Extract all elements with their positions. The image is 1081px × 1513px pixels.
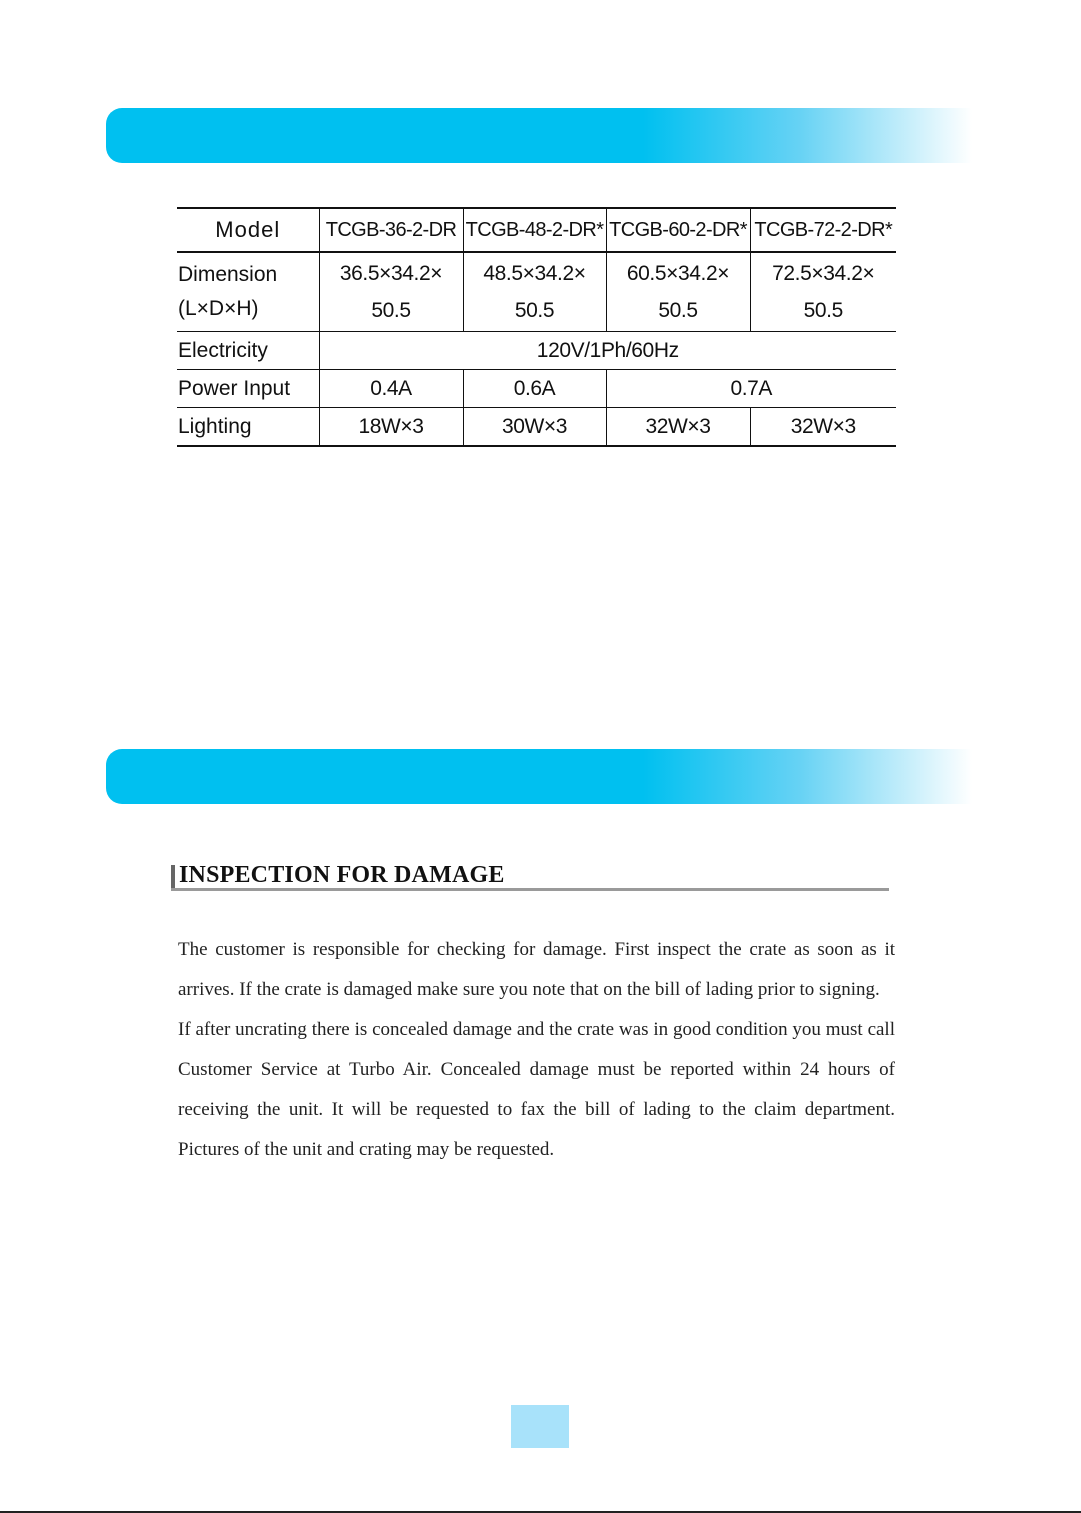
dimension-value-72 <box>750 252 896 332</box>
dimension-label <box>177 252 319 332</box>
table-header-row <box>177 208 896 252</box>
inspection-heading <box>171 862 889 891</box>
section-banner-specifications <box>106 108 972 163</box>
specifications-table <box>177 207 896 447</box>
inspection-body <box>178 930 895 1170</box>
power-input-value-36: 0.4A <box>319 370 463 408</box>
dimension-value-60 <box>606 252 750 332</box>
model-name-48: TCGB-48-2-DR* <box>463 208 606 252</box>
power-input-label: Power Input <box>177 370 319 408</box>
table-row-power-input <box>177 370 896 408</box>
power-input-value-60-72: 0.7A <box>606 370 896 408</box>
lighting-value-48: 30W×3 <box>463 408 606 447</box>
model-name-60: TCGB-60-2-DR* <box>606 208 750 252</box>
dimension-label-line2: (L×D×H) <box>178 297 259 320</box>
dimension-value-36-line2: 50.5 <box>371 299 411 322</box>
electricity-value: 120V/1Ph/60Hz <box>319 332 896 370</box>
page-number-tab <box>511 1405 569 1448</box>
dimension-value-72-line2: 50.5 <box>803 299 843 322</box>
dimension-value-36 <box>319 252 463 332</box>
inspection-heading-text: INSPECTION FOR DAMAGE <box>179 862 505 888</box>
electricity-label: Electricity <box>177 332 319 370</box>
section-banner-installation <box>106 749 972 804</box>
heading-accent-bar <box>171 865 175 888</box>
model-header: Model <box>177 208 319 252</box>
table-row-electricity <box>177 332 896 370</box>
dimension-value-48-line2: 50.5 <box>514 299 555 322</box>
table-row-dimension <box>177 252 896 332</box>
model-name-72: TCGB-72-2-DR* <box>750 208 896 252</box>
inspection-paragraph-1: The customer is responsible for checking for damage. First inspect the crate as soon as it arrives. If the crate is damaged make sure you note that on the bill of lading prior to signing. <box>178 939 895 1000</box>
dimension-label-line1: Dimension <box>178 263 278 286</box>
dimension-value-60-line1: 60.5×34.2× <box>626 262 730 285</box>
dimension-value-48-line1: 48.5×34.2× <box>483 262 586 285</box>
dimension-value-36-line1: 36.5×34.2× <box>339 262 443 285</box>
dimension-value-48 <box>463 252 606 332</box>
dimension-value-60-line2: 50.5 <box>658 299 698 322</box>
lighting-label: Lighting <box>177 408 319 447</box>
power-input-value-48: 0.6A <box>463 370 606 408</box>
table-row-lighting <box>177 408 896 447</box>
inspection-paragraph-2: If after uncrating there is concealed damage and the crate was in good condition you must call Customer Service at Turbo Air. Concealed damage must be reported within 24 hours of receiving the unit. It will be requested to fax the bill of lading to the claim department. Pictures of the unit and crating may be requested. <box>178 1019 895 1160</box>
lighting-value-72: 32W×3 <box>750 408 896 447</box>
model-name-36: TCGB-36-2-DR <box>319 208 463 252</box>
lighting-value-60: 32W×3 <box>606 408 750 447</box>
lighting-value-36: 18W×3 <box>319 408 463 447</box>
dimension-value-72-line1: 72.5×34.2× <box>772 262 875 285</box>
